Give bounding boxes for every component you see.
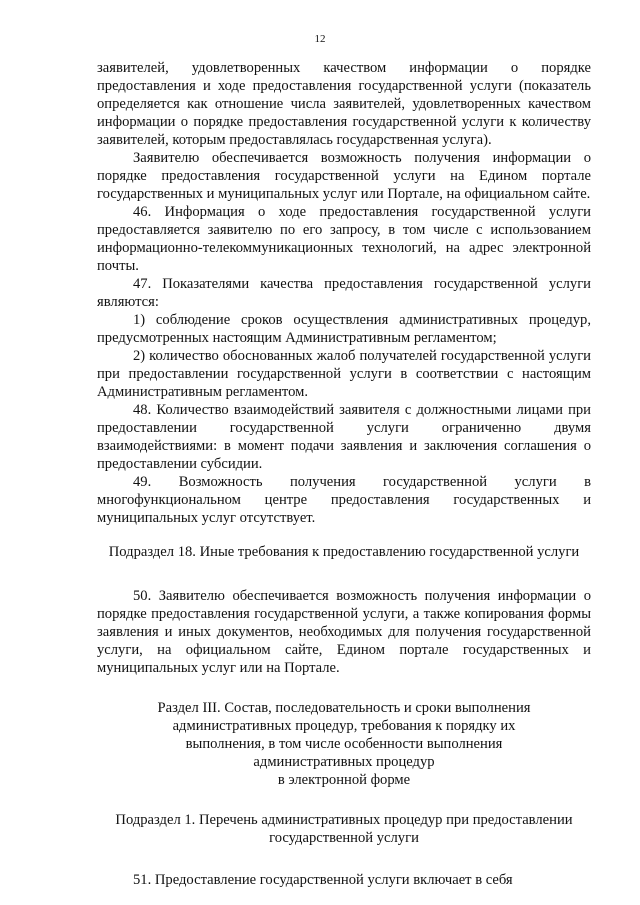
document-body — [97, 59, 591, 889]
paragraph-continuation: заявителей, удовлетворенных качеством информации о порядке предоставления и ходе предоставления государственной услуги (показатель определяется как отношение числа заявителей, удовлетворенных качеством информации о порядке предоставления государственной услуги к количеству заявителей, которым предоставлялась государственная услуга). — [97, 60, 591, 148]
paragraph-47-item-2: 2) количество обоснованных жалоб получателей государственной услуги при предоставлении государственной услуги в соответствии с настоящим Административным регламентом. — [97, 348, 591, 400]
section-3-heading: Раздел III. Состав, последовательность и сроки выполнения административных процедур, требования к порядку их выполнения, в том числе особенности выполнения административных процедур в электронной форме — [157, 700, 531, 788]
paragraph-49: 49. Возможность получения государственной услуги в многофункциональном центре предоставления государственных и муниципальных услуг отсутствует. — [97, 474, 591, 526]
paragraph-47: 47. Показателями качества предоставления государственной услуги являются: — [97, 276, 591, 310]
paragraph-51: 51. Предоставление государственной услуги включает в себя — [133, 872, 513, 888]
subsection-1-heading: Подраздел 1. Перечень административных процедур при предоставлении государственной услуги — [115, 812, 573, 846]
page-number: 12 — [314, 33, 326, 45]
paragraph-47-item-1: 1) соблюдение сроков осуществления административных процедур, предусмотренных настоящим Административным регламентом; — [97, 312, 591, 346]
paragraph-48: 48. Количество взаимодействий заявителя с должностными лицами при предоставлении государственной услуги ограниченно двумя взаимодействиями: в момент подачи заявления и заключения соглашения о предоставлении субсидии. — [97, 402, 591, 472]
paragraph-50: 50. Заявителю обеспечивается возможность получения информации о порядке предоставления государственной услуги, а также копирования формы заявления и иных документов, необходимых для получения государственной услуги, на официальном сайте, Едином портале государственных и муниципальных услуг или на Портале. — [97, 588, 591, 676]
subsection-18-heading: Подраздел 18. Иные требования к предоставлению государственной услуги — [108, 544, 580, 560]
paragraph-46: 46. Информация о ходе предоставления государственной услуги предоставляется заявителю по его запросу, в том числе с использованием информационно-телекоммуникационных технологий, на адрес электронной почты. — [97, 204, 591, 274]
paragraph-info-access: Заявителю обеспечивается возможность получения информации о порядке предоставления государственной услуги на Едином портале государственных и муниципальных услуг или Портале, на официальном сайте. — [97, 150, 591, 202]
